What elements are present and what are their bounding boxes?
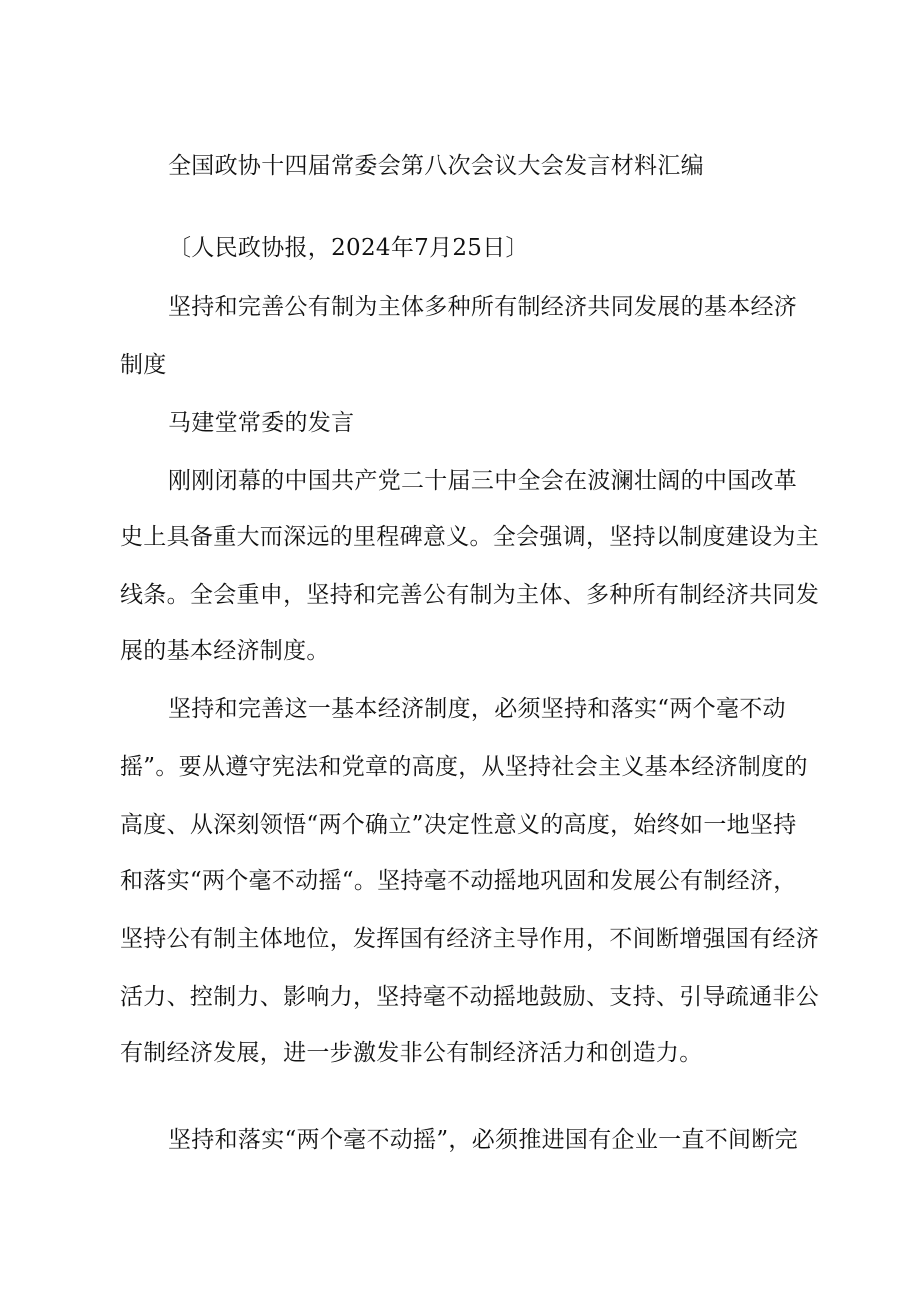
paragraph-line: 线条。全会重申，坚持和完善公有制为主体、多种所有制经济共同发 — [120, 582, 819, 608]
paragraph-line: 展的基本经济制度。 — [120, 638, 330, 664]
paragraph-line: 坚持和完善这一基本经济制度，必须坚持和落实“两个毫不动 — [168, 696, 786, 722]
paragraph-line: 高度、从深刻领悟“两个确立”决定性意义的高度，始终如一地坚持 — [120, 812, 797, 838]
paragraph-line: 摇”。要从遵守宪法和党章的高度，从坚持社会主义基本经济制度的 — [120, 754, 808, 780]
document-title: 全国政协十四届常委会第八次会议大会发言材料汇编 — [168, 153, 704, 179]
paragraph-line: 和落实“两个毫不动摇“。坚持毫不动摇地巩固和发展公有制经济， — [120, 868, 797, 894]
paragraph-line: 史上具备重大而深远的里程碑意义。全会强调，坚持以制度建设为主 — [120, 524, 819, 550]
article-heading-line-2: 制度 — [120, 352, 167, 378]
paragraph-line: 坚持公有制主体地位，发挥国有经济主导作用，不间断增强国有经济 — [120, 926, 819, 952]
paragraph-line: 活力、控制力、影响力，坚持毫不动摇地鼓励、支持、引导疏通非公 — [120, 984, 819, 1010]
paragraph-line: 有制经济发展，进一步激发非公有制经济活力和创造力。 — [120, 1040, 703, 1066]
source-line: 〔人民政协报，2024年7月25日〕 — [168, 235, 529, 261]
paragraph-line: 刚刚闭幕的中国共产党二十届三中全会在波澜壮阔的中国改革 — [168, 468, 798, 494]
paragraph-line: 坚持和落实“两个毫不动摇”，必须推进国有企业一直不间断完 — [168, 1127, 798, 1153]
speaker-line: 马建堂常委的发言 — [168, 410, 355, 436]
article-heading-line-1: 坚持和完善公有制为主体多种所有制经济共同发展的基本经济 — [168, 294, 798, 320]
